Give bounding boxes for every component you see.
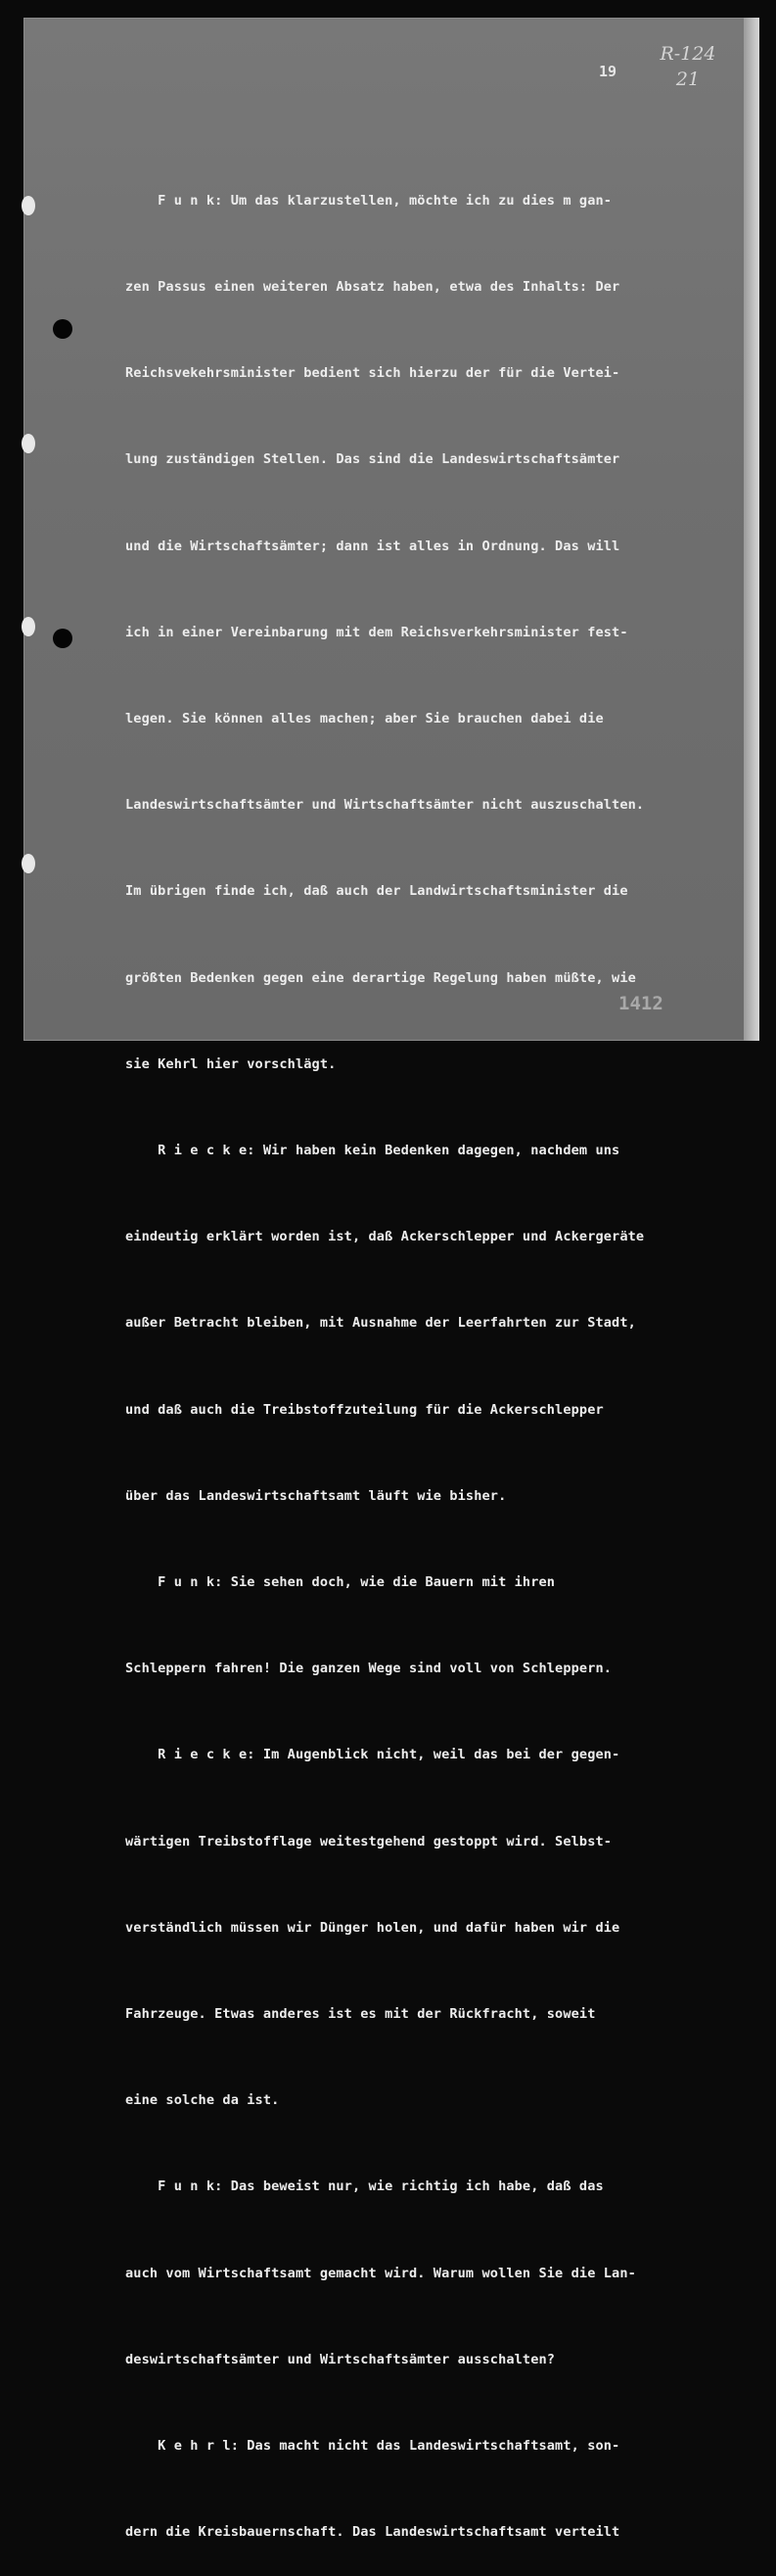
text-line: lung zuständigen Stellen. Das sind die Landeswirtschaftsämter [125,451,620,468]
text-line: deswirtschaftsämter und Wirtschaftsämter ausschalten? [125,2351,556,2367]
text-line: eindeutig erklärt worden ist, daß Ackerschlepper und Ackergeräte [125,1229,645,1245]
punch-hole [53,319,72,339]
text-line: R i e c k e: Im Augenblick nicht, weil das bei der gegen- [125,1747,620,1763]
text-line: F u n k: Um das klarzustellen, möchte ich zu dies m gan- [125,192,613,209]
text-line: wärtigen Treibstofflage weitestgehend gestoppt wird. Selbst- [125,1833,613,1850]
typed-transcript [125,129,685,2576]
text-line: legen. Sie können alles machen; aber Sie brauchen dabei die [125,711,604,727]
text-line: R i e c k e: Wir haben kein Bedenken dagegen, nachdem uns [125,1143,620,1159]
text-line: Landeswirtschaftsämter und Wirtschaftsämter nicht auszuschalten. [125,797,645,814]
text-line: K e h r l: Das macht nicht das Landeswirtschaftsamt, son- [125,2438,620,2455]
text-line: zen Passus einen weiteren Absatz haben, etwa des Inhalts: Der [125,279,620,296]
text-line: F u n k: Das beweist nur, wie richtig ich habe, daß das [125,2178,604,2195]
text-line: Reichsvekehrsminister bedient sich hierzu der für die Vertei- [125,365,620,382]
binder-tab [22,434,35,453]
text-line: Schleppern fahren! Die ganzen Wege sind voll von Schleppern. [125,1661,613,1677]
page-edge [744,18,759,1041]
binder-tab [22,854,35,873]
text-line: und daß auch die Treibstoffzuteilung für die Ackerschlepper [125,1401,604,1418]
text-line: sie Kehrl hier vorschlägt. [125,1055,337,1072]
archive-stamp-number: 1412 [618,993,663,1014]
text-line: dern die Kreisbauernschaft. Das Landeswirtschaftsamt verteilt [125,2524,620,2541]
archive-ref-line1: R-124 [660,43,716,65]
text-line: verständlich müssen wir Dünger holen, und dafür haben wir die [125,1919,620,1936]
text-line: eine solche da ist. [125,2092,280,2109]
text-line: außer Betracht bleiben, mit Ausnahme der Leerfahrten zur Stadt, [125,1315,636,1332]
text-line: F u n k: Sie sehen doch, wie die Bauern mit ihren [125,1574,556,1591]
text-line: und die Wirtschaftsämter; dann ist alles in Ordnung. Das will [125,538,620,554]
page-number: 19 [599,63,617,80]
text-line: Fahrzeuge. Etwas anderes ist es mit der Rückfracht, soweit [125,2006,596,2023]
archive-ref-line2: 21 [675,69,701,90]
binder-tab [22,196,35,215]
text-line: über das Landeswirtschaftsamt läuft wie bisher. [125,1487,507,1504]
archive-reference [658,41,718,92]
text-line: ich in einer Vereinbarung mit dem Reichsverkehrsminister fest- [125,624,628,640]
text-line: größten Bedenken gegen eine derartige Regelung haben müßte, wie [125,969,636,986]
text-line: auch vom Wirtschaftsamt gemacht wird. Warum wollen Sie die Lan- [125,2265,636,2281]
punch-hole [53,629,72,648]
binder-tab [22,617,35,636]
text-line: Im übrigen finde ich, daß auch der Landwirtschaftsminister die [125,883,628,900]
